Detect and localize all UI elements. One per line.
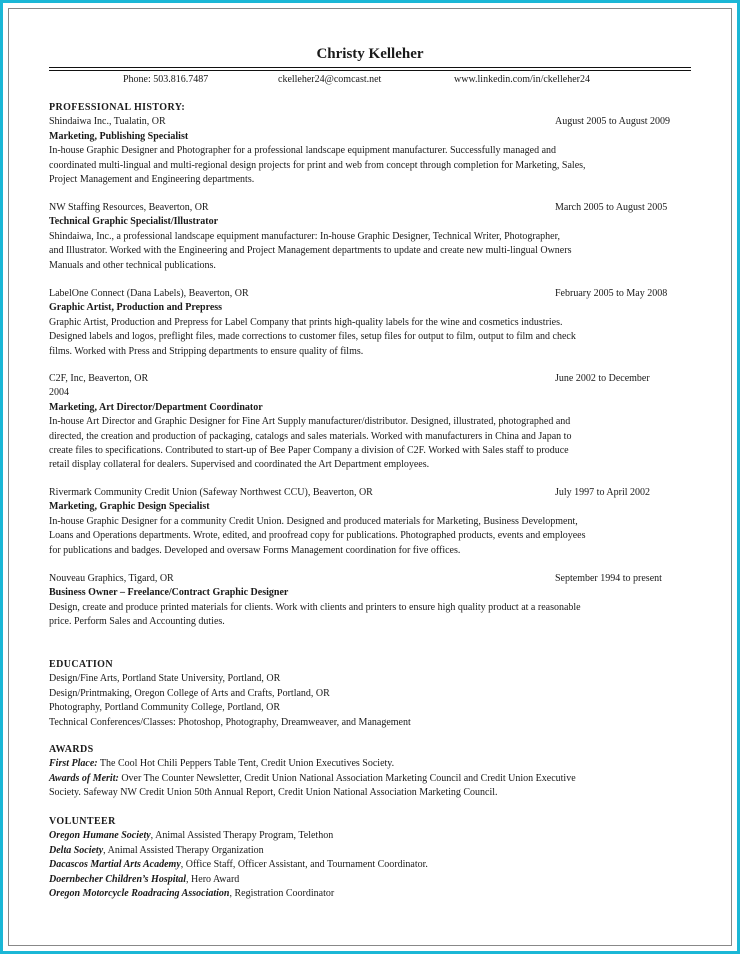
volunteer-text: , Office Staff, Officer Assistant, and Tournament Coordinator. — [180, 859, 428, 871]
education-line: Technical Conferences/Classes: Photoshop, Photography, Dreamweaver, and Management — [49, 716, 411, 728]
section-heading: VOLUNTEER — [49, 816, 116, 827]
section-heading: EDUCATION — [49, 659, 113, 670]
job-dates: July 1997 to April 2002 — [555, 487, 651, 498]
award-line — [49, 757, 691, 771]
professional-history-section — [49, 101, 691, 187]
volunteer-org: Oregon Humane Society — [49, 830, 151, 842]
volunteer-section — [49, 815, 691, 901]
job-entry — [49, 486, 691, 558]
job-description-line: Shindaiwa, Inc., a professional landscape equipment manufacturer: In-house Graphic Designer, Technical Writer, Photographer, — [49, 230, 561, 242]
job-company: Shindaiwa Inc., Tualatin, OR — [49, 116, 166, 128]
job-title: Marketing, Graphic Design Specialist — [49, 501, 210, 513]
job-company: LabelOne Connect (Dana Labels), Beaverton, OR — [49, 288, 249, 299]
job-description-line: Project Management and Engineering departments. — [49, 174, 255, 186]
job-dates: February 2005 to May 2008 — [555, 288, 668, 299]
header-rule — [49, 67, 691, 68]
awards-section — [49, 743, 691, 801]
job-description-line: In-house Graphic Designer for a community Credit Union. Designed and produced materials for Marketing, Business Development, — [49, 515, 578, 527]
job-dates: March 2005 to August 2005 — [555, 202, 668, 213]
volunteer-text: , Registration Coordinator — [229, 888, 335, 900]
job-description-line: directed, the creation and production of packaging, catalogs and sales materials. Worked with manufacturers in China and Japan to — [49, 430, 572, 442]
job-entry — [49, 572, 691, 630]
volunteer-text: , Animal Assisted Therapy Program, Telethon — [150, 830, 334, 842]
volunteer-line — [49, 844, 691, 858]
volunteer-line — [49, 829, 691, 843]
volunteer-org: Oregon Motorcycle Roadracing Association — [49, 888, 230, 900]
job-description-line: Design, create and produce printed materials for clients. Work with clients and printers to ensure high quality product at a reasonable — [49, 601, 581, 613]
volunteer-org: Delta Society — [49, 844, 104, 856]
job-description-line: price. Perform Sales and Accounting duties. — [49, 616, 225, 628]
job-entry — [49, 201, 691, 273]
job-description-line: Graphic Artist, Production and Prepress for Label Company that prints high-quality labels for the wine and cosmetics industries. — [49, 316, 563, 328]
award-line: Society. Safeway NW Credit Union 50th Annual Report, Credit Union National Association Marketing Council. — [49, 787, 498, 799]
job-dates: June 2002 to December — [555, 373, 650, 384]
job-description-line: Designed labels and logos, preflight files, made corrections to customer files, setup files for output to film, output to film and check — [49, 331, 576, 343]
award-text: Over The Counter Newsletter, Credit Union National Association Marketing Council and Credit Union Executive — [118, 772, 576, 784]
volunteer-line — [49, 858, 691, 872]
volunteer-text: , Animal Assisted Therapy Organization — [103, 844, 264, 856]
job-description-line: films. Worked with Press and Stripping departments to ensure quality of films. — [49, 345, 364, 357]
award-line — [49, 772, 691, 786]
volunteer-line — [49, 873, 691, 887]
job-dates-continued: 2004 — [49, 387, 69, 399]
education-section — [49, 658, 691, 730]
education-line: Design/Fine Arts, Portland State University, Portland, OR — [49, 673, 281, 685]
job-title: Marketing, Art Director/Department Coordinator — [49, 401, 263, 413]
header-rule — [49, 70, 691, 71]
section-heading: AWARDS — [49, 744, 94, 755]
job-description-line: retail display collateral for dealers. Supervised and coordinated the Art Department employees. — [49, 459, 430, 471]
job-company: C2F, Inc, Beaverton, OR — [49, 373, 149, 384]
volunteer-line — [49, 887, 691, 901]
education-line: Design/Printmaking, Oregon College of Arts and Crafts, Portland, OR — [49, 687, 330, 699]
job-company: Nouveau Graphics, Tigard, OR — [49, 573, 174, 584]
award-label: Awards of Merit: — [49, 772, 119, 784]
contact-linkedin[interactable]: www.linkedin.com/in/ckelleher24 — [454, 74, 590, 85]
job-description-line: coordinated multi-lingual and multi-regional design projects for print and web from concept through completion for Marketing, Sales, — [49, 159, 586, 171]
job-title: Technical Graphic Specialist/Illustrator — [49, 216, 219, 228]
job-company: NW Staffing Resources, Beaverton, OR — [49, 202, 209, 213]
volunteer-org: Dacascos Martial Arts Academy — [49, 859, 181, 871]
job-title: Business Owner – Freelance/Contract Graphic Designer — [49, 587, 289, 599]
job-description-line: create files to specifications. Contributed to start-up of Bee Paper Company a division of C2F. Worked with Sales staff to produce — [49, 445, 569, 457]
job-description-line: In-house Graphic Designer and Photographer for a professional landscape equipment manufacturer. Successfully managed and — [49, 145, 557, 157]
job-entry — [49, 115, 691, 187]
contact-phone: Phone: 503.816.7487 — [123, 74, 209, 85]
job-entry — [49, 372, 691, 473]
job-dates: September 1994 to present — [555, 573, 662, 584]
job-entry — [49, 287, 691, 359]
job-dates: August 2005 to August 2009 — [555, 116, 671, 128]
award-label: First Place: — [49, 758, 98, 770]
job-title: Marketing, Publishing Specialist — [49, 130, 189, 142]
volunteer-text: , Hero Award — [186, 873, 240, 885]
education-line: Photography, Portland Community College, Portland, OR — [49, 702, 281, 714]
award-text: The Cool Hot Chili Peppers Table Tent, Credit Union Executives Society. — [97, 758, 395, 770]
resume-name: Christy Kelleher — [316, 46, 424, 62]
job-description-line: Manuals and other technical publications. — [49, 259, 216, 271]
job-company: Rivermark Community Credit Union (Safeway Northwest CCU), Beaverton, OR — [49, 487, 373, 498]
job-description-line: for publications and badges. Developed and oversaw Forms Management coordination for five offices. — [49, 544, 461, 556]
job-title: Graphic Artist, Production and Prepress — [49, 302, 223, 314]
volunteer-org: Doernbecher Children’s Hospital — [49, 873, 187, 885]
job-description-line: and Illustrator. Worked with the Engineering and Project Management departments to update and create new multi-lingual Owners — [49, 245, 572, 257]
job-description-line: In-house Art Director and Graphic Designer for Fine Art Supply manufacturer/distributor. Designed, illustrated, photographed and — [49, 416, 571, 428]
section-heading: PROFESSIONAL HISTORY: — [49, 102, 186, 113]
job-description-line: Loans and Operations departments. Wrote, edited, and proofread copy for publications. Photographed products, events and employees — [49, 530, 586, 542]
contact-email[interactable]: ckelleher24@comcast.net — [278, 74, 382, 85]
